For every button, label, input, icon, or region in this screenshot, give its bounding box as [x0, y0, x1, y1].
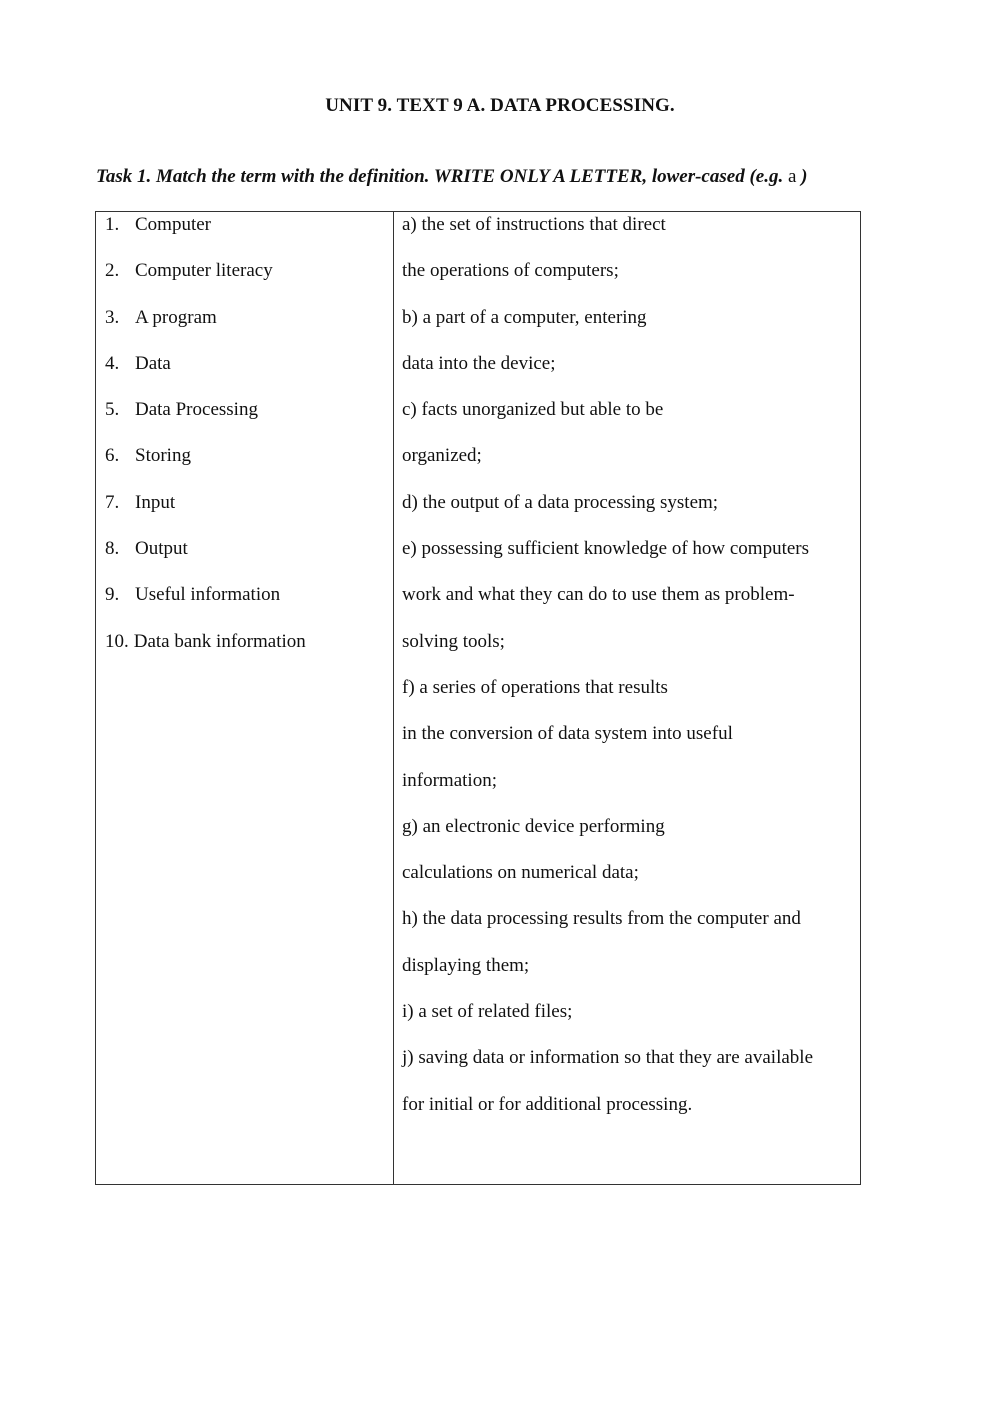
- task-closing-paren: ): [801, 166, 808, 187]
- term-item: [96, 258, 393, 304]
- task-instruction-text: Task 1. Match the term with the definition. WRITE ONLY A LETTER, lower-cased (e.g.: [96, 166, 784, 187]
- term-item: [96, 212, 393, 258]
- term-number: 7.: [105, 491, 120, 513]
- definition-line: displaying them;: [402, 954, 530, 976]
- definition-line: data into the device;: [402, 352, 556, 374]
- page-title: UNIT 9. TEXT 9 A. DATA PROCESSING.: [325, 95, 675, 116]
- term-item: [96, 351, 393, 397]
- task-instruction: [96, 166, 807, 188]
- term-item: [96, 582, 393, 628]
- definition-line: for initial or for additional processing.: [402, 1093, 693, 1115]
- term-item: [96, 305, 393, 351]
- term-number: 5.: [105, 399, 120, 421]
- term-label: Data bank information: [133, 630, 306, 652]
- term-item: [96, 443, 393, 489]
- term-label: Computer literacy: [135, 260, 273, 282]
- term-label: Data: [135, 352, 171, 374]
- term-label: Data Processing: [135, 399, 258, 421]
- definition-line: the operations of computers;: [402, 260, 619, 282]
- definition-line: solving tools;: [402, 630, 505, 652]
- term-item: [96, 490, 393, 536]
- definition-line: d) the output of a data processing system;: [402, 491, 719, 513]
- term-number: 9.: [105, 584, 120, 606]
- definition-line: calculations on numerical data;: [402, 862, 639, 884]
- definition-line: information;: [402, 769, 497, 791]
- term-number: 3.: [105, 306, 120, 328]
- definition-line: c) facts unorganized but able to be: [402, 399, 664, 421]
- definition-line: e) possessing sufficient knowledge of how computers: [402, 538, 810, 560]
- definitions-column: [402, 212, 857, 1138]
- term-number: 8.: [105, 538, 120, 560]
- example-letter: a: [787, 166, 797, 187]
- term-number: 1.: [105, 214, 120, 235]
- term-number: 2.: [105, 260, 120, 282]
- definition-line: j) saving data or information so that they are available: [402, 1047, 813, 1069]
- term-label: Output: [135, 538, 188, 560]
- term-label: Storing: [135, 445, 191, 467]
- terms-column: [96, 212, 393, 675]
- term-label: Input: [135, 491, 176, 513]
- term-number: 4.: [105, 352, 120, 374]
- term-label: Useful information: [135, 584, 281, 606]
- term-number: 10.: [105, 630, 129, 652]
- definition-line: work and what they can do to use them as problem-: [402, 584, 795, 606]
- term-label: Computer: [135, 214, 211, 235]
- definition-line: f) a series of operations that results: [402, 676, 668, 698]
- term-number: 6.: [105, 445, 120, 467]
- term-item: [96, 629, 393, 675]
- term-item: [96, 397, 393, 443]
- definition-line: g) an electronic device performing: [402, 815, 665, 837]
- term-label: A program: [135, 306, 217, 328]
- definition-line: i) a set of related files;: [402, 1001, 573, 1023]
- matching-table: [95, 211, 861, 1185]
- column-divider: [393, 212, 394, 1184]
- definition-line: organized;: [402, 445, 482, 467]
- definition-line: h) the data processing results from the computer and: [402, 908, 801, 930]
- definition-line: b) a part of a computer, entering: [402, 306, 647, 328]
- definition-line: a) the set of instructions that direct: [402, 214, 666, 235]
- term-item: [96, 536, 393, 582]
- definition-line: in the conversion of data system into useful: [402, 723, 733, 745]
